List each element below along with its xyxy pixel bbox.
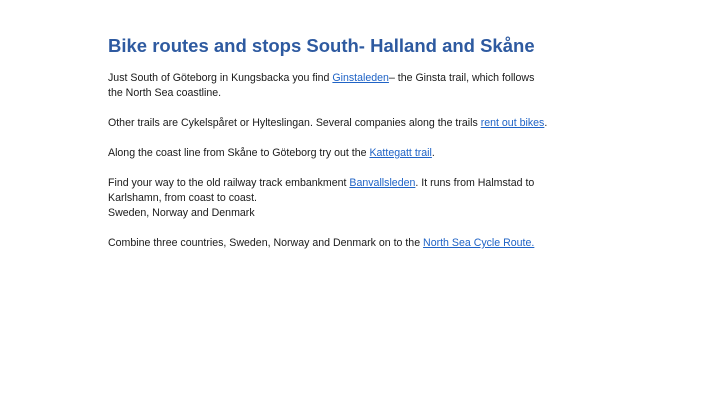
paragraph-north-sea (108, 236, 548, 251)
paragraph-text: Along the coast line from Skåne to Göteborg try out the (108, 147, 370, 159)
paragraph-banvallsleden (108, 176, 548, 206)
paragraph-rent-bikes (108, 116, 548, 131)
north-sea-cycle-route-link[interactable]: North Sea Cycle Route. (423, 237, 535, 249)
paragraph-text: – the Ginsta trail, which follows the North Sea coastline. (108, 72, 535, 99)
paragraph-spacer (108, 131, 548, 146)
paragraph-text: Other trails are Cykelspåret or Hylteslingan. Several companies along the trails (108, 117, 481, 129)
paragraph-spacer (108, 101, 548, 116)
paragraph-text: Just South of Göteborg in Kungsbacka you find (108, 72, 333, 84)
paragraph-ginstaleden (108, 71, 548, 101)
paragraph-kattegatt (108, 146, 548, 161)
paragraph-text: Find your way to the old railway track embankment (108, 177, 350, 189)
ginstaleden-link[interactable]: Ginstaleden (332, 72, 389, 84)
paragraph-text: . (544, 117, 548, 129)
paragraph-spacer (108, 221, 548, 236)
kattegatt-trail-link[interactable]: Kattegatt trail (369, 147, 432, 159)
rent-out-bikes-link[interactable]: rent out bikes (480, 117, 545, 129)
slide-title: Bike routes and stops South- Halland and Skåne (108, 35, 535, 56)
paragraph-text: Combine three countries, Sweden, Norway and Denmark on to the (108, 237, 424, 249)
slide-body (108, 71, 548, 251)
paragraph-spacer (108, 161, 548, 176)
paragraph-text: . (431, 147, 435, 159)
paragraph-countries-line: Sweden, Norway and Denmark (108, 207, 255, 219)
banvallsleden-link[interactable]: Banvallsleden (349, 177, 416, 189)
paragraph-text: . It runs from Halmstad to Karlshamn, from coast to coast. (108, 177, 535, 204)
